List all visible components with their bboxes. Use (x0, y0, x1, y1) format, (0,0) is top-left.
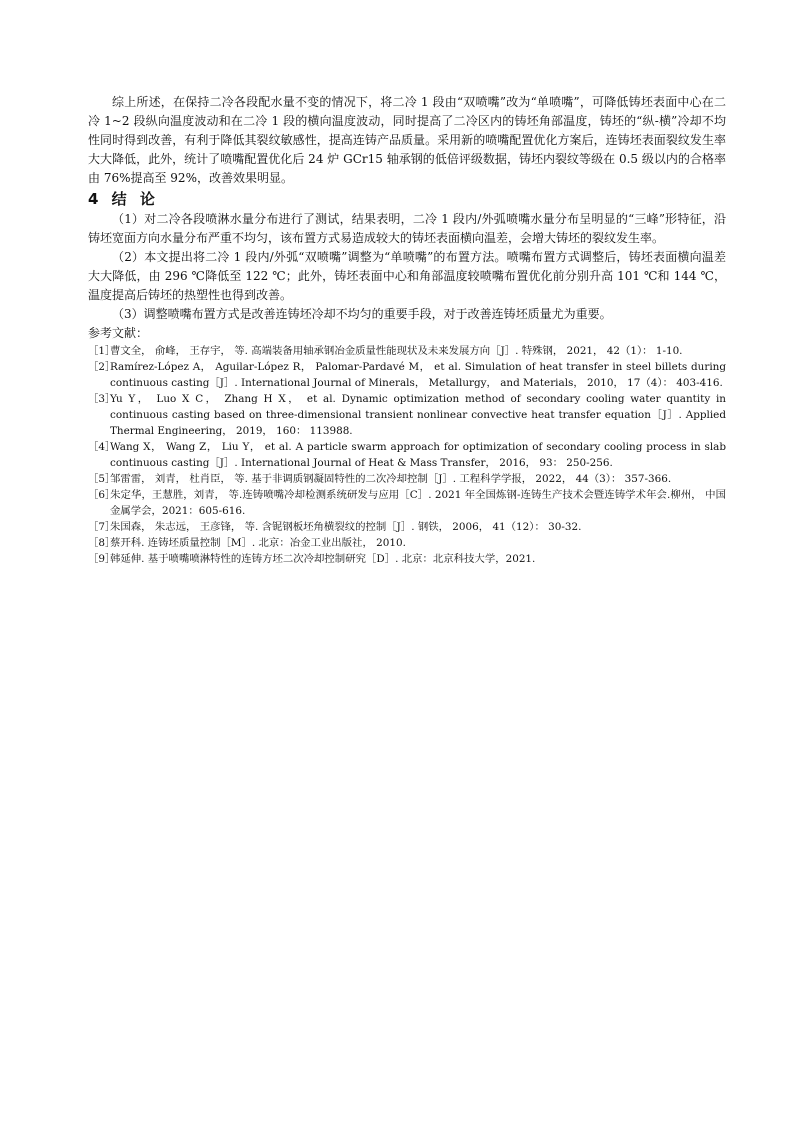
summary-paragraph: 综上所述，在保持二冷各段配水量不变的情况下，将二冷 1 段由“双喷嘴”改为“单喷嘴”，可降低铸坯表面中心在二冷 1~2 段纵向温度波动和在二冷 1 段的横向温度波动，同时提高了二冷区内的铸坯角部温度，铸坯的“纵-横”冷却不均性同时得到改善，有利于降低其裂纹敏感性，提高连铸产品质量。采用新的喷嘴配置优化方案后，连铸坯表面裂纹发生率大大降低，此外，统计了喷嘴配置优化后 24 炉 GCr15 轴承钢的低倍评级数据，铸坯内裂纹等级在 0.5 级以内的合格率由 76%提高至 92%，改善效果明显。 (88, 95, 726, 185)
reference-number: ［5］ (88, 473, 116, 485)
conclusion-paragraph-1: （1）对二冷各段喷淋水量分布进行了测试，结果表明，二冷 1 段内/外弧喷嘴水量分布呈明显的“三峰”形特征，沿铸坯宽面方向水量分布严重不均匀，该布置方式易造成较大的铸坯表面横向温差，会增大铸坯的裂纹发生率。 (88, 212, 726, 245)
reference-text: Ramírez-López A， Aguilar-López R， Palomar-Pardavé M， et al. Simulation of heat transfer in steel billets during continuous casting［J］. International Journal of Minerals， Metallurgy， and Materials， 2010， 17（4）： 403-416. (110, 361, 726, 389)
reference-number: ［4］ (88, 441, 116, 453)
reference-text: 朱定华，王慧胜，刘青， 等.连铸喷嘴冷却检测系统研发与应用［C］. 2021 年全国炼钢-连铸生产技术会暨连铸学术年会.柳州， 中国金属学会，2021：605-616. (110, 489, 726, 517)
reference-item-5 (88, 471, 726, 487)
reference-item-3 (88, 391, 726, 439)
reference-number: ［3］ (88, 393, 116, 405)
reference-number: ［8］ (88, 537, 116, 549)
conclusion-paragraph-2: （2）本文提出将二冷 1 段内/外弧“双喷嘴”调整为“单喷嘴”的布置方法。喷嘴布置方式调整后，铸坯表面横向温差大大降低，由 296 ℃降低至 122 ℃；此外，铸坯表面中心和角部温度较喷嘴布置优化前分别升高 101 ℃和 144 ℃，温度提高后铸坯的热塑性也得到改善。 (88, 250, 726, 302)
reference-number: ［7］ (88, 521, 116, 533)
reference-item-4 (88, 439, 726, 471)
reference-item-7 (88, 519, 726, 535)
reference-text: Yu Y， Luo X C， Zhang H X， et al. Dynamic optimization method of secondary cooling water quantity in continuous casting based on three-dimensional transient nonlinear convective heat transfer equation［J］. Applied Thermal Engineering， 2019， 160： 113988. (110, 393, 726, 437)
reference-item-9 (88, 551, 726, 567)
reference-number: ［9］ (88, 553, 116, 565)
reference-item-1 (88, 343, 726, 359)
reference-text: Wang X， Wang Z， Liu Y， et al. A particle swarm approach for optimization of secondary cooling process in slab continuous casting［J］. International Journal of Heat & Mass Transfer， 2016， 93： 250-256. (110, 441, 726, 469)
reference-text: 曹文全， 俞峰， 王存宇， 等. 高端装备用轴承钢冶金质量性能现状及未来发展方向［J］. 特殊钢， 2021， 42（1）： 1-10. (110, 345, 683, 357)
reference-text: 邹雷雷， 刘青， 杜肖臣， 等. 基于非调质钢凝固特性的二次冷却控制［J］. 工程科学学报， 2022， 44（3）： 357-366. (110, 473, 672, 485)
reference-number: ［2］ (88, 361, 116, 373)
reference-list (88, 343, 726, 567)
references-heading: 参考文献： (88, 326, 149, 340)
section-heading-conclusions: 4 结 论 (88, 190, 159, 208)
reference-item-6 (88, 487, 726, 519)
reference-item-2 (88, 359, 726, 391)
reference-text: 朱国森， 朱志远， 王彦锋， 等. 含铌钢板坯角横裂纹的控制［J］. 钢铁， 2006， 41（12）： 30-32. (110, 521, 582, 533)
reference-number: ［6］ (88, 489, 116, 501)
reference-text: 韩延伸. 基于喷嘴喷淋特性的连铸方坯二次冷却控制研究［D］. 北京：北京科技大学，2021. (110, 553, 536, 565)
paper-page (88, 93, 726, 567)
reference-text: 蔡开科. 连铸坯质量控制［M］. 北京：冶金工业出版社， 2010. (110, 537, 406, 549)
reference-item-8 (88, 535, 726, 551)
reference-number: ［1］ (88, 345, 116, 357)
conclusion-paragraph-3: （3）调整喷嘴布置方式是改善连铸坯冷却不均匀的重要手段，对于改善连铸坯质量尤为重要。 (112, 307, 612, 321)
